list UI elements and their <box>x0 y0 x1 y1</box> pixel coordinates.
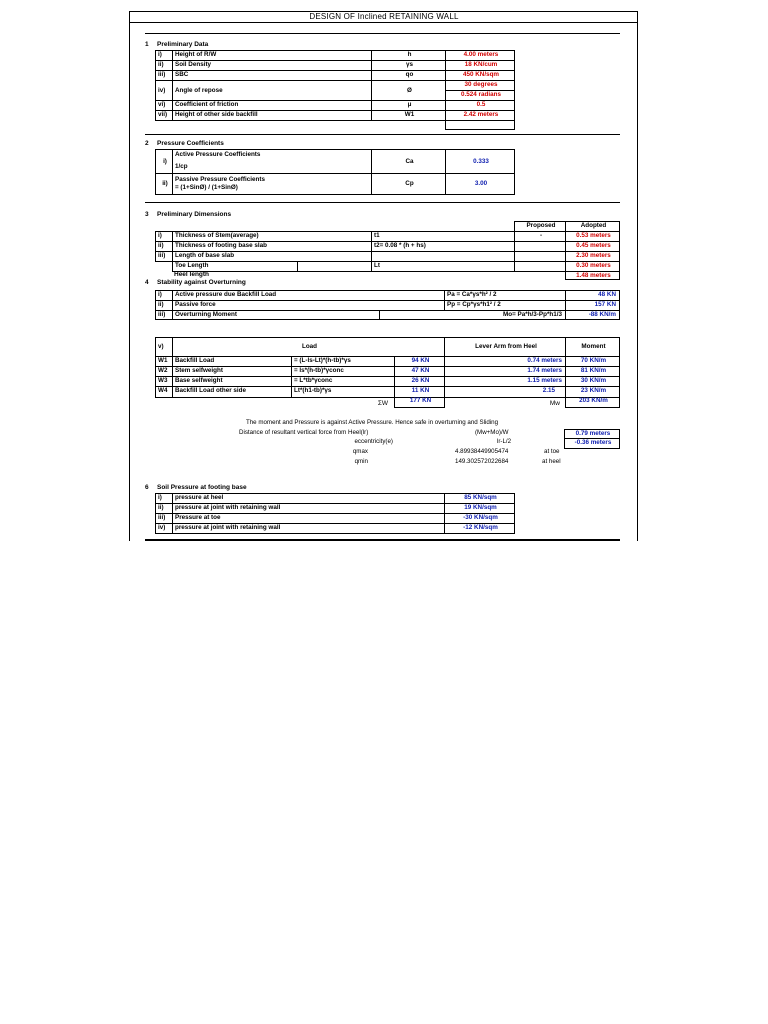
row-arm: 2.15 <box>444 386 566 398</box>
row-label: Height of other side backfill <box>172 110 372 121</box>
col-proposed-header: Proposed <box>514 221 566 232</box>
row-label-line1: Passive Pressure Coefficients <box>175 176 265 183</box>
row-formula: t1 <box>371 231 515 242</box>
row-label: Stem selfweight <box>172 366 292 377</box>
row-label: pressure at joint with retaining wall <box>172 503 445 514</box>
row-label <box>172 149 372 174</box>
qmin-label: qmin <box>354 458 368 465</box>
row-formula: t2= 0.08 * (h + hs) <box>371 241 515 252</box>
section-divider <box>145 202 620 203</box>
row-proposed: - <box>514 231 566 242</box>
sum-label: ΣW <box>377 400 388 407</box>
row-index: vii) <box>155 110 173 121</box>
row-adopted: 0.45 meters <box>565 241 620 252</box>
row-label <box>172 173 372 195</box>
qmax-position: at toe <box>544 448 560 455</box>
bottom-border <box>145 539 620 541</box>
section-6-heading: Soil Pressure at footing base <box>157 484 247 491</box>
qmax-label: qmax <box>352 448 368 455</box>
row-label: Height of R/W <box>172 50 372 61</box>
row-label: Backfill Load <box>172 356 292 367</box>
row-adopted: 0.30 meters <box>565 261 620 272</box>
row-index: vi) <box>155 100 173 111</box>
row-index: ii) <box>155 241 173 252</box>
qmax-value: 4.89938449905474 <box>455 448 509 455</box>
row-arm: 1.74 meters <box>444 366 566 377</box>
row-formula: Pp = Cp*γs*h1² / 2 <box>444 300 566 311</box>
row-value: 30 degrees <box>445 80 515 91</box>
qmin-position: at heel <box>542 458 561 465</box>
row-index: i) <box>155 290 173 301</box>
col-adopted-header: Adopted <box>565 221 620 232</box>
row-label: Backfill Load other side <box>172 386 292 398</box>
section-4-number: 4 <box>145 279 149 286</box>
row-adopted: 0.53 meters <box>565 231 620 242</box>
row-value: 2.42 meters <box>445 110 515 121</box>
sum-load: 177 KN <box>394 397 445 408</box>
row-value: 0.333 <box>445 149 515 174</box>
row-value-secondary: 0.524 radians <box>445 90 515 101</box>
eccentricity-formula: lr-L/2 <box>497 438 512 445</box>
row-index: iii) <box>155 251 173 262</box>
row-label: Toe Length <box>172 261 298 272</box>
row-arm: 0.74 meters <box>444 356 566 367</box>
row-index: ii) <box>155 300 173 311</box>
row-label-line1: Active Pressure Coefficients <box>175 151 261 158</box>
row-formula: Lt*(h1-tb)*γs <box>291 386 395 398</box>
col-load-header: Load <box>172 337 445 357</box>
row-value: 0.5 <box>445 100 515 111</box>
row-symbol: W4 <box>155 386 173 398</box>
row-index: iii) <box>155 310 173 320</box>
row-moment: 30 KN/m <box>565 376 620 387</box>
row-value: 48 KN <box>565 290 620 301</box>
row-label: Angle of repose <box>172 80 372 101</box>
row-formula: = L*tb*γconc <box>291 376 395 387</box>
row-symbol: W3 <box>155 376 173 387</box>
row-index: iii) <box>155 70 173 81</box>
row-label: pressure at joint with retaining wall <box>172 523 445 534</box>
blank-cell <box>445 120 515 130</box>
row-value: 85 KN/sqm <box>444 493 515 504</box>
qmin-value: 149.302572022684 <box>455 458 509 465</box>
row-value: 19 KN/sqm <box>444 503 515 514</box>
title-underline <box>129 22 638 23</box>
row-symbol: Cp <box>371 173 446 195</box>
row-label-line2: 1/cp <box>175 163 188 170</box>
row-label: Length of base slab <box>172 251 372 262</box>
row-value: -30 KN/sqm <box>444 513 515 524</box>
row-symbol: Ø <box>371 80 446 101</box>
distance-formula: (Mw+Mo)/W <box>475 429 509 436</box>
mw-value: 203 KN/m <box>565 397 620 408</box>
row-index: ii) <box>155 60 173 71</box>
page-title: DESIGN OF Inclined RETAINING WALL <box>309 12 459 21</box>
eccentricity-value: -0.36 meters <box>564 438 620 449</box>
section-4-heading: Stability against Overturning <box>157 279 246 286</box>
row-label-line2: = (1+SinØ) / (1+SinØ) <box>175 184 238 191</box>
row-moment: 81 KN/m <box>565 366 620 377</box>
mw-label: Mw <box>549 400 560 407</box>
section-2-number: 2 <box>145 140 149 147</box>
row-symbol: qo <box>371 70 446 81</box>
title-divider <box>145 33 620 34</box>
row-index: ii) <box>155 503 173 514</box>
row-formula: = (L-ls-Lt)*(h-tb)*γs <box>291 356 395 367</box>
blank-cell <box>297 261 372 272</box>
row-proposed <box>514 261 566 272</box>
row-label: Overturning Moment <box>172 310 380 320</box>
row-adopted: 2.30 meters <box>565 251 620 262</box>
row-load: 47 KN <box>394 366 445 377</box>
row-index: i) <box>155 149 173 174</box>
row-moment: 70 KN/m <box>565 356 620 367</box>
row-symbol: h <box>371 50 446 61</box>
section-divider <box>145 134 620 135</box>
section-2-heading: Pressure Coefficients <box>157 140 224 147</box>
section-1-heading: Preliminary Data <box>157 41 209 48</box>
left-border <box>129 11 130 541</box>
distance-label: Distance of resultant vertical force from Heel(lr) <box>239 429 369 436</box>
row-label: Thickness of Stem(average) <box>172 231 372 242</box>
eccentricity-label: eccentricity(e) <box>354 438 393 445</box>
row-load: 26 KN <box>394 376 445 387</box>
row-label: Base selfweight <box>172 376 292 387</box>
safety-note: The moment and Pressure is against Active Pressure. Hence safe in overturning and Sliding <box>245 419 499 426</box>
row-value: -88 KN/m <box>565 310 620 320</box>
row-label: Passive force <box>172 300 445 311</box>
row-label: Thickness of footing base slab <box>172 241 372 252</box>
row-formula: = ls*(h-tb)*γconc <box>291 366 395 377</box>
row-value: 157 KN <box>565 300 620 311</box>
row-symbol: W1 <box>371 110 446 121</box>
row-symbol: μ <box>371 100 446 111</box>
row-label: Pressure at toe <box>172 513 445 524</box>
col-moment-header: Moment <box>565 337 620 357</box>
row-value: -12 KN/sqm <box>444 523 515 534</box>
row-formula: Mo= Pa*h/3-Pp*h1/3 <box>379 310 566 320</box>
row-label: Soil Density <box>172 60 372 71</box>
row-formula: Lt <box>371 261 515 272</box>
row-symbol: W1 <box>155 356 173 367</box>
section-6-number: 6 <box>145 484 149 491</box>
row-label: SBC <box>172 70 372 81</box>
row-label: Coefficient of friction <box>172 100 372 111</box>
row-label: Active pressure due Backfill Load <box>172 290 445 301</box>
row-index: i) <box>155 231 173 242</box>
row-value: 18 KN/cum <box>445 60 515 71</box>
section-3-heading: Preliminary Dimensions <box>157 211 232 218</box>
row-load: 11 KN <box>394 386 445 398</box>
distance-value: 0.79 meters <box>564 429 620 439</box>
row-index: iv) <box>155 523 173 534</box>
section-1-number: 1 <box>145 41 149 48</box>
row-label: Heel length <box>174 271 210 278</box>
row-moment: 23 KN/m <box>565 386 620 398</box>
section-3-number: 3 <box>145 211 149 218</box>
row-index: iv) <box>155 80 173 101</box>
row-label: pressure at heel <box>172 493 445 504</box>
row-index: i) <box>155 493 173 504</box>
row-arm: 1.15 meters <box>444 376 566 387</box>
row-symbol: γs <box>371 60 446 71</box>
row-index: i) <box>155 50 173 61</box>
row-index: iii) <box>155 513 173 524</box>
row-load: 94 KN <box>394 356 445 367</box>
right-border <box>637 11 638 541</box>
row-value: 3.00 <box>445 173 515 195</box>
row-value: 450 KN/sqm <box>445 70 515 81</box>
row-adopted: 1.48 meters <box>565 271 620 280</box>
col-lever-header: Lever Arm from Heel <box>444 337 566 357</box>
col-index-header: v) <box>155 337 173 357</box>
row-symbol: Ca <box>371 149 446 174</box>
row-formula: Pa = Ca*γs*h² / 2 <box>444 290 566 301</box>
row-symbol: W2 <box>155 366 173 377</box>
row-value: 4.00 meters <box>445 50 515 61</box>
row-index: ii) <box>155 173 173 195</box>
